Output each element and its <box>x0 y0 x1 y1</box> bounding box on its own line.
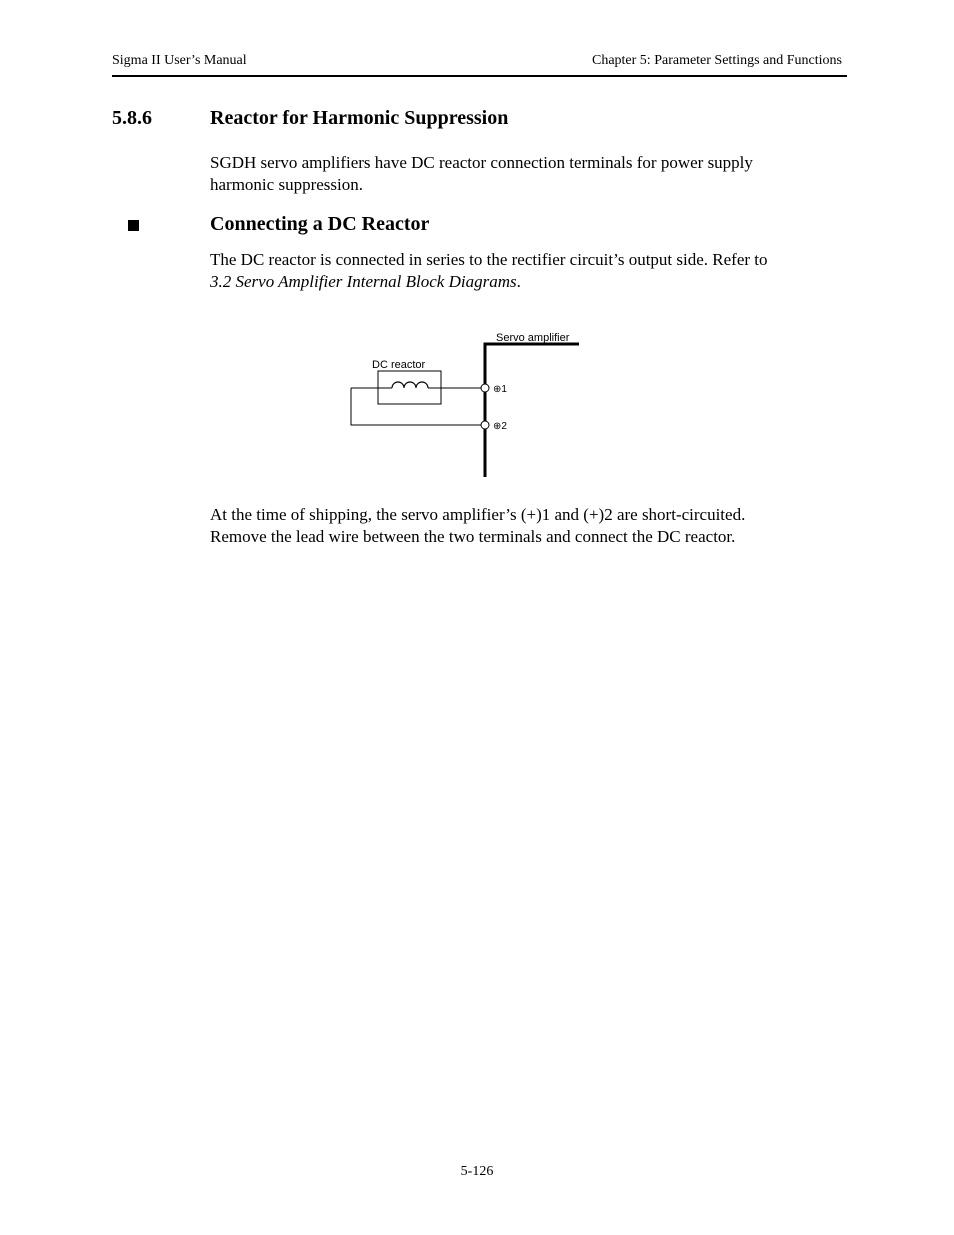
terminal-1-label: ⊕1 <box>493 384 507 395</box>
servo-amplifier-bus-line <box>485 344 579 477</box>
section-title: Reactor for Harmonic Suppression <box>210 107 509 129</box>
wire-terminal-2 <box>351 388 481 425</box>
section-number: 5.8.6 <box>112 107 152 129</box>
servo-amplifier-label: Servo amplifier <box>496 332 570 344</box>
dc-reactor-label: DC reactor <box>372 359 426 371</box>
closing-line-2: Remove the lead wire between the two terminals and connect the DC reactor. <box>210 527 736 546</box>
terminal-2-circle <box>481 421 489 429</box>
terminal-2-label: ⊕2 <box>493 421 507 432</box>
intro-line-1: SGDH servo amplifiers have DC reactor connection terminals for power supply <box>210 153 753 172</box>
header-chapter-title: Chapter 5: Parameter Settings and Functions <box>591 53 842 68</box>
subsection-title: Connecting a DC Reactor <box>210 213 430 235</box>
closing-line-1: At the time of shipping, the servo amplifier’s (+)1 and (+)2 are short-circuited. <box>210 505 746 524</box>
para-line-1: The DC reactor is connected in series to the rectifier circuit’s output side. Refer to <box>210 250 768 269</box>
header-manual-title: Sigma II User’s Manual <box>112 53 247 68</box>
cross-reference: 3.2 Servo Amplifier Internal Block Diagrams <box>210 272 517 291</box>
period: . <box>516 272 521 291</box>
terminal-1-circle <box>481 384 489 392</box>
page-number: 5-126 <box>460 1164 494 1179</box>
intro-line-2: harmonic suppression. <box>210 175 363 194</box>
inductor-coil-icon <box>392 382 428 388</box>
dc-reactor-wiring-diagram <box>0 0 954 500</box>
